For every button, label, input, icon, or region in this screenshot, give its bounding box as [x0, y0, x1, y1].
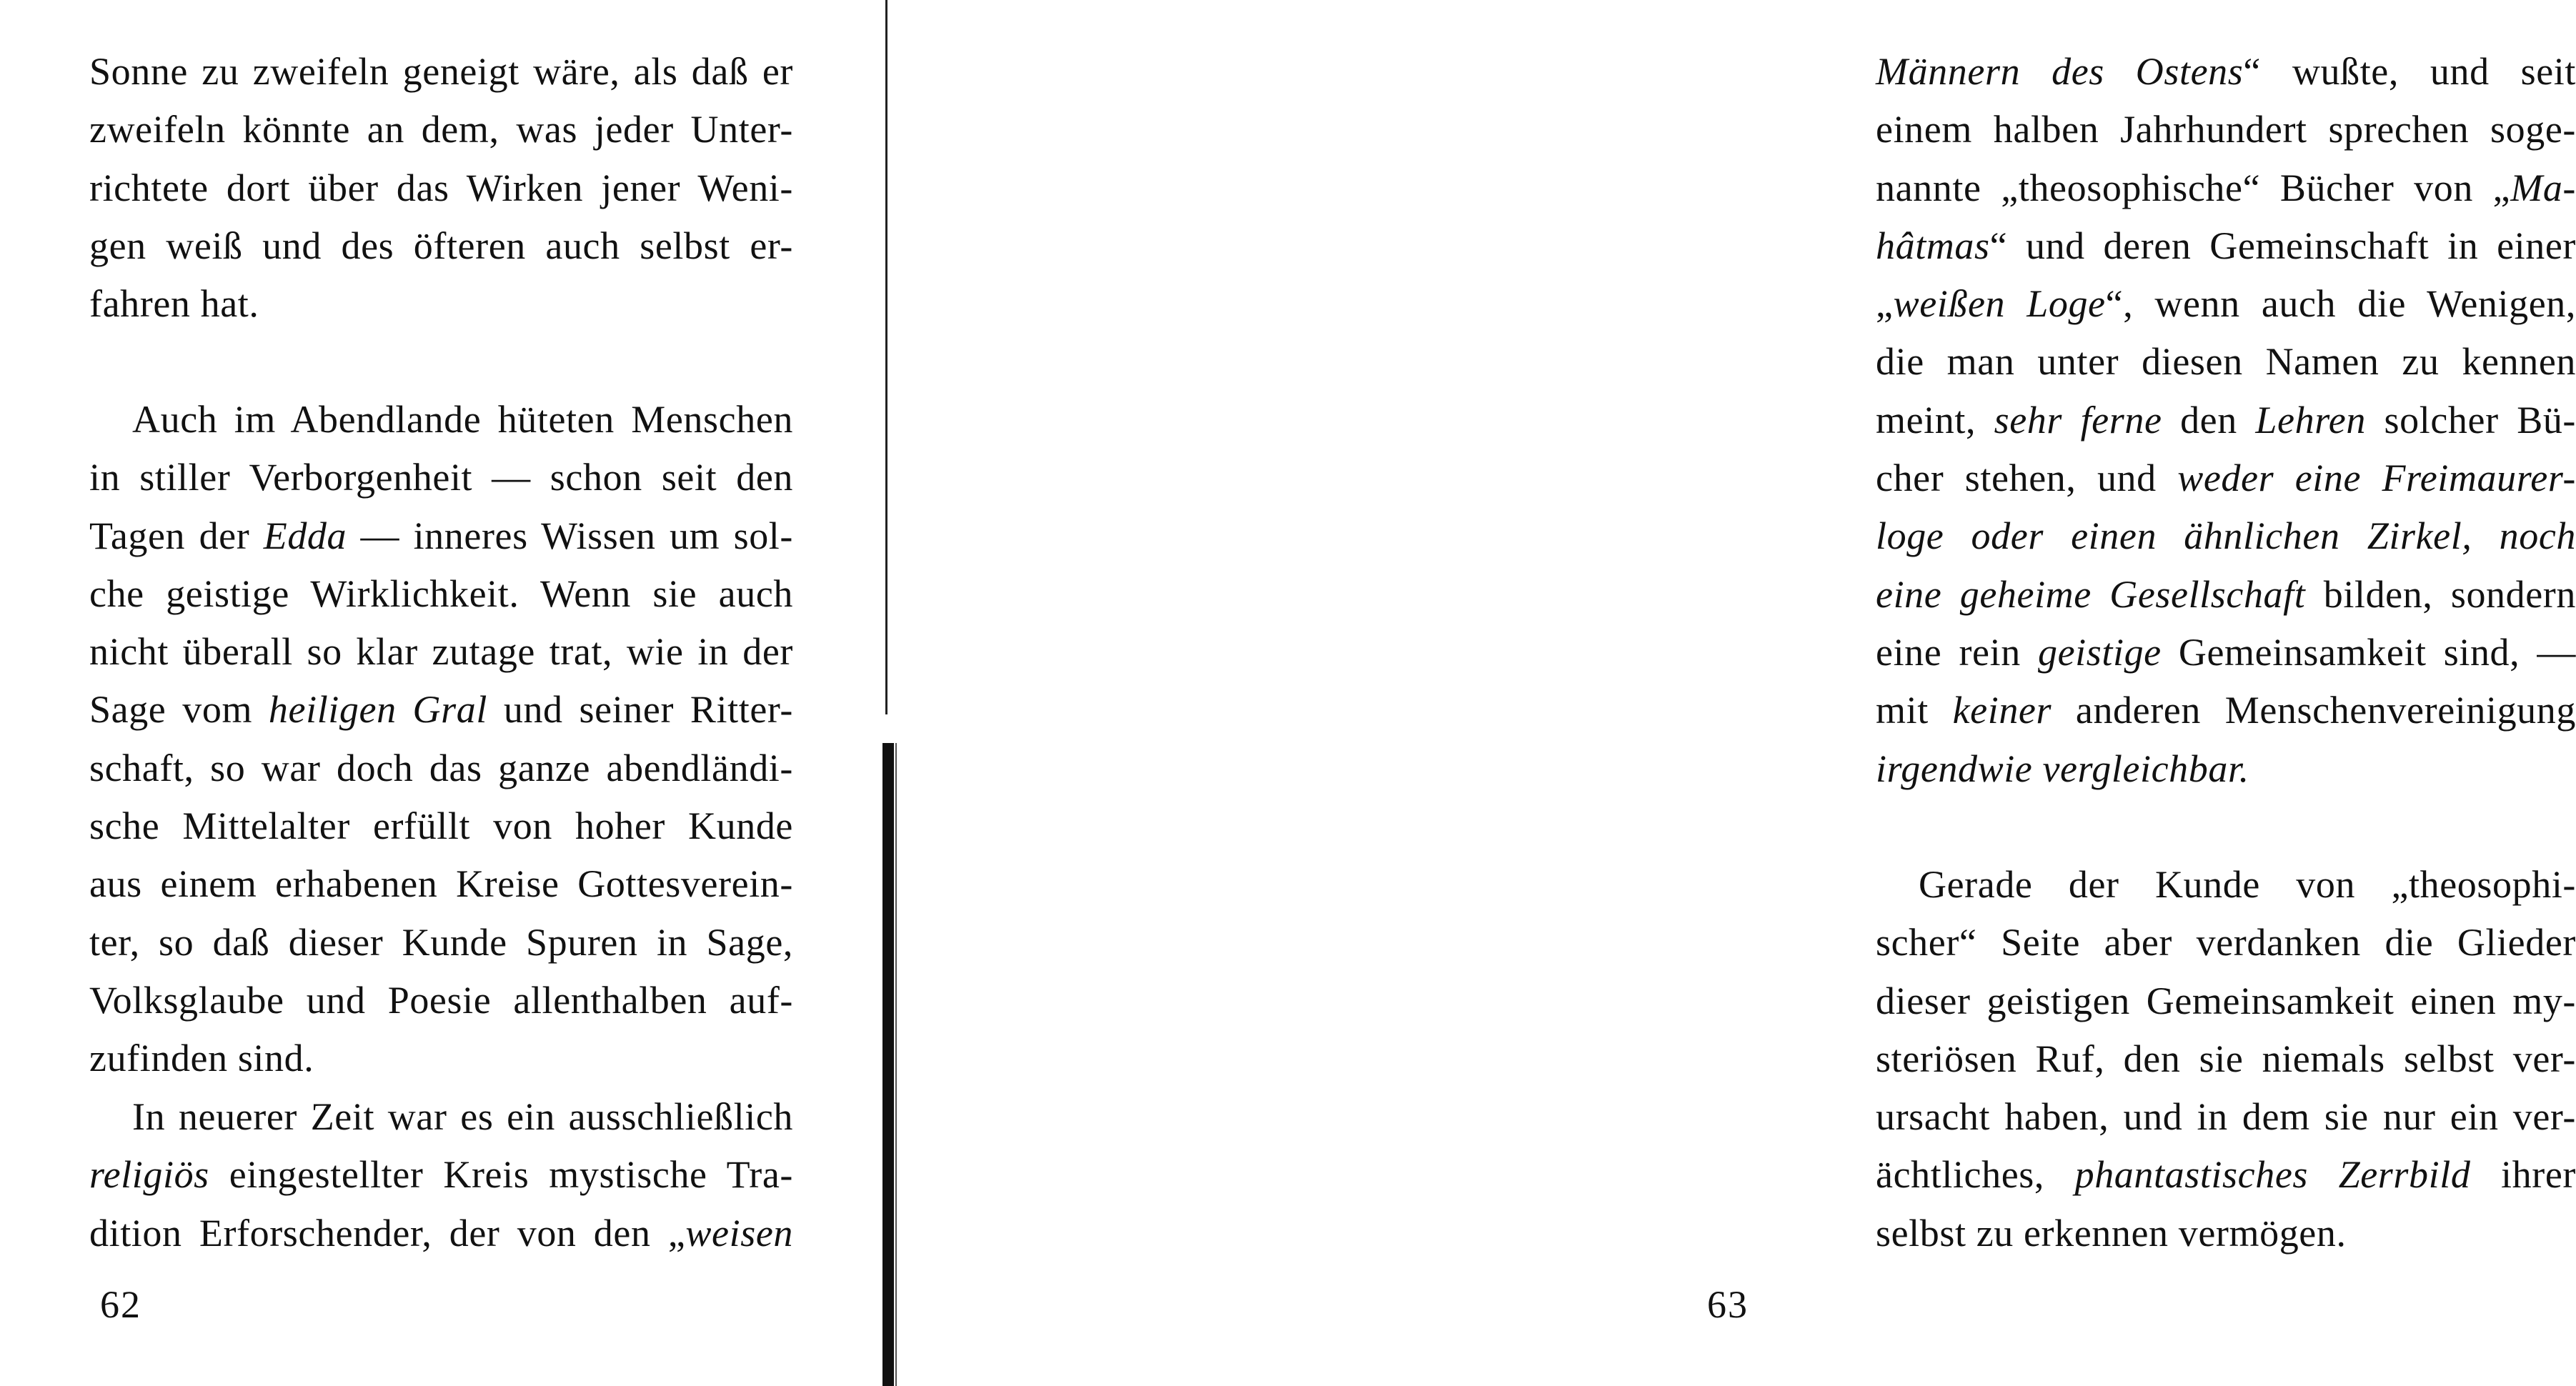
- italic-segment: eine geheime Gesellschaft: [1876, 572, 2306, 616]
- italic-segment: religiös: [89, 1153, 209, 1197]
- text-segment: fahren hat.: [89, 282, 259, 326]
- text-segment: Gerade der Kunde von „theosophi-: [1919, 863, 2576, 906]
- text-segment: zufinden sind.: [89, 1037, 314, 1080]
- text-segment: „: [1876, 282, 1894, 326]
- text-segment: Volksglaube und Poesie allenthalben auf-: [89, 978, 793, 1022]
- text-segment: che geistige Wirklichkeit. Wenn sie auch: [89, 572, 793, 615]
- text-line: [89, 43, 793, 101]
- text-segment: aus einem erhabenen Kreise Gottesverein-: [89, 862, 793, 906]
- text-line: [89, 507, 793, 565]
- text-line: [89, 1146, 793, 1204]
- text-line: [89, 1029, 793, 1087]
- text-segment: eingestellter Kreis mystische Tra-: [209, 1153, 793, 1197]
- text-line: [1876, 1088, 2576, 1146]
- italic-segment: weisen: [685, 1211, 793, 1255]
- text-segment: bilden, sondern: [2305, 572, 2576, 616]
- text-segment: cher stehen, und: [1876, 457, 2178, 500]
- text-line: [1876, 624, 2576, 682]
- left-paragraph-2: [89, 391, 793, 1088]
- text-segment: nannte „theosophische“ Bücher von „: [1876, 166, 2511, 209]
- text-segment: die man unter diesen Namen zu kennen: [1876, 340, 2576, 384]
- text-segment: solcher Bü-: [2365, 398, 2576, 442]
- italic-segment: weißen Loge: [1893, 282, 2106, 326]
- italic-segment: Männern des Ostens: [1876, 50, 2244, 93]
- text-line: [1876, 333, 2576, 391]
- italic-segment: keiner: [1952, 689, 2052, 732]
- italic-segment: Edda: [263, 514, 347, 557]
- text-segment: selbst zu erkennen vermögen.: [1876, 1211, 2347, 1255]
- text-line: [1876, 856, 2576, 914]
- text-line: [89, 623, 793, 681]
- text-segment: ächtliches,: [1876, 1153, 2075, 1197]
- text-segment: Tagen der: [89, 514, 264, 557]
- text-line: [89, 914, 793, 972]
- text-segment: ter, so daß dieser Kunde Spuren in Sage,: [89, 920, 793, 964]
- text-segment: zweifeln könnte an dem, was jeder Unter-: [89, 108, 793, 151]
- text-line: [89, 1088, 793, 1146]
- text-line: [1876, 217, 2576, 275]
- text-segment: steriösen Ruf, den sie niemals selbst ver-: [1876, 1037, 2576, 1080]
- text-segment: “ wußte, und seit: [2243, 50, 2576, 93]
- italic-segment: heiligen Gral: [268, 688, 487, 732]
- text-segment: ursacht haben, und in dem sie nur ein ver-: [1876, 1095, 2576, 1139]
- text-segment: — inneres Wissen um sol-: [347, 514, 793, 557]
- text-line: [1876, 1205, 2576, 1262]
- text-line: [1876, 101, 2576, 159]
- text-line: [89, 217, 793, 275]
- text-line: [89, 391, 793, 449]
- text-line: [89, 855, 793, 913]
- page-number-right: 63: [1707, 1283, 1749, 1326]
- text-segment: In neuerer Zeit war es ein ausschließlich: [132, 1095, 793, 1138]
- text-line: [1876, 275, 2576, 333]
- text-line: [1876, 1030, 2576, 1088]
- text-line: [89, 1205, 793, 1262]
- right-page: [886, 0, 2576, 1386]
- text-segment: einem halben Jahrhundert sprechen soge-: [1876, 108, 2576, 151]
- text-segment: meint,: [1876, 398, 1994, 442]
- text-line: [89, 449, 793, 507]
- text-line: [1876, 682, 2576, 739]
- text-line: [89, 159, 793, 217]
- page-number-left: 62: [100, 1283, 141, 1326]
- right-paragraph-1: [1876, 43, 2576, 798]
- text-line: [1876, 1146, 2576, 1204]
- text-segment: Sonne zu zweifeln geneigt wäre, als daß er: [89, 50, 793, 93]
- text-line: [1876, 392, 2576, 449]
- italic-segment: weder eine Freimaurer-: [2177, 457, 2576, 500]
- text-segment: eine rein: [1876, 630, 2038, 674]
- text-line: [1876, 914, 2576, 972]
- text-line: [89, 797, 793, 855]
- text-segment: den: [2162, 398, 2256, 442]
- text-segment: Gemeinsamkeit sind, —: [2161, 630, 2576, 674]
- text-segment: “ und deren Gemeinschaft in einer: [1989, 224, 2576, 267]
- text-line: [89, 739, 793, 797]
- text-segment: in stiller Verborgenheit — schon seit den: [89, 456, 793, 499]
- text-segment: dieser geistigen Gemeinsamkeit einen my-: [1876, 979, 2576, 1022]
- right-paragraph-2: [1876, 856, 2576, 1262]
- text-segment: ihrer: [2470, 1153, 2576, 1197]
- text-segment: sche Mittelalter erfüllt von hoher Kunde: [89, 804, 793, 848]
- text-segment: dition Erforschender, der von den „: [89, 1211, 686, 1255]
- italic-segment: irgendwie vergleichbar.: [1876, 747, 2249, 790]
- text-line: [1876, 507, 2576, 565]
- italic-segment: sehr ferne: [1994, 398, 2162, 442]
- text-segment: Auch im Abendlande hüteten Menschen: [132, 398, 793, 441]
- text-line: [1876, 43, 2576, 101]
- left-page: [0, 0, 886, 1386]
- text-segment: nicht überall so klar zutage trat, wie in der: [89, 630, 793, 674]
- text-line: [89, 565, 793, 623]
- text-segment: schaft, so war doch das ganze abendländi-: [89, 746, 793, 789]
- text-segment: mit: [1876, 689, 1953, 732]
- italic-segment: phantastisches Zerrbild: [2074, 1153, 2471, 1197]
- text-line: [1876, 740, 2576, 798]
- italic-segment: Ma-: [2510, 166, 2576, 209]
- text-line: [89, 275, 793, 333]
- left-paragraph-3: [89, 1088, 793, 1262]
- text-segment: “, wenn auch die Wenigen,: [2105, 282, 2576, 326]
- text-segment: anderen Menschenvereinigung: [2052, 689, 2576, 732]
- text-segment: gen weiß und des öfteren auch selbst er-: [89, 224, 793, 267]
- italic-segment: loge oder einen ähnlichen Zirkel, noch: [1876, 514, 2576, 558]
- italic-segment: Lehren: [2255, 398, 2366, 442]
- text-segment: und seiner Ritter-: [487, 688, 794, 732]
- text-line: [89, 972, 793, 1029]
- text-line: [89, 101, 793, 159]
- text-segment: richtete dort über das Wirken jener Weni-: [89, 166, 793, 209]
- text-line: [1876, 159, 2576, 217]
- left-paragraph-1: [89, 43, 793, 333]
- text-segment: scher“ Seite aber verdanken die Glieder: [1876, 921, 2576, 964]
- italic-segment: hâtmas: [1876, 224, 1990, 267]
- text-line: [1876, 972, 2576, 1030]
- text-line: [1876, 566, 2576, 624]
- text-line: [89, 681, 793, 739]
- italic-segment: geistige: [2037, 630, 2162, 674]
- text-segment: Sage vom: [89, 688, 269, 732]
- text-line: [1876, 449, 2576, 507]
